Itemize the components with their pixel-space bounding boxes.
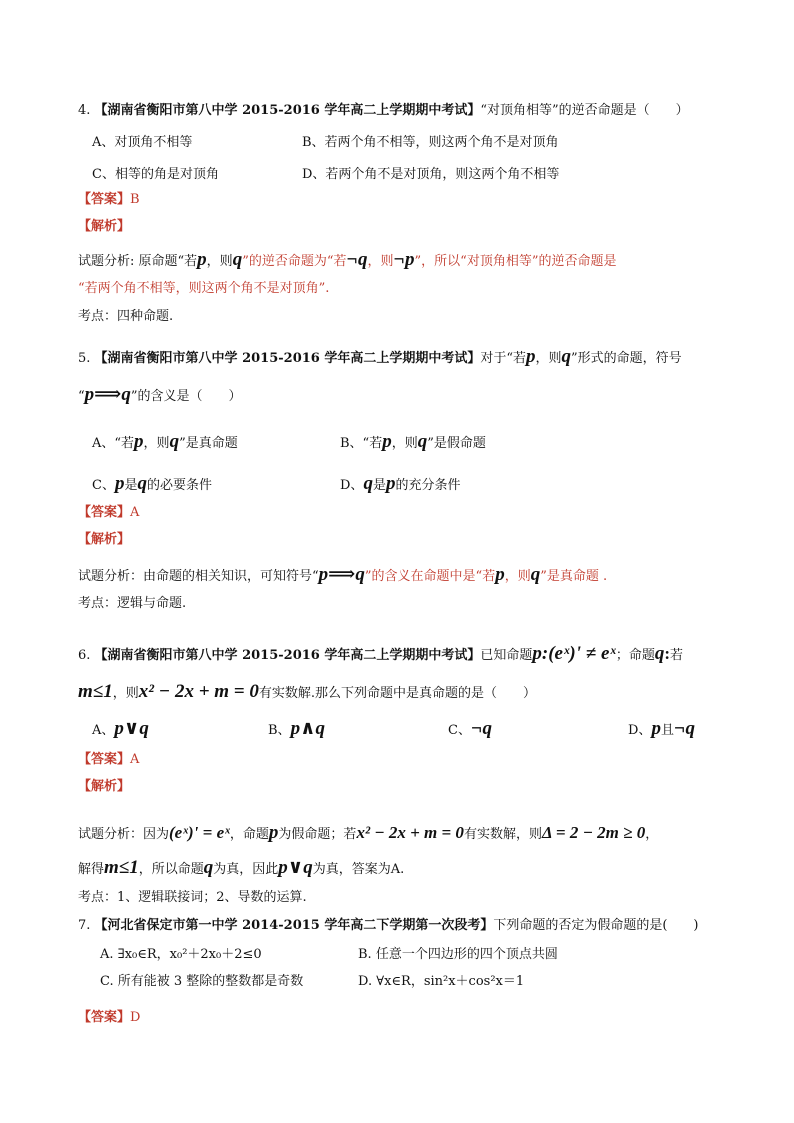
q6-analysis-label: 【解析】 [78,779,131,794]
q6-source: 【湖南省衡阳市第八中学 2015-2016 学年高二上学期期中考试】 [94,648,481,663]
q4-knowledge-point: 考点：四种命题. [78,309,174,324]
q4-option-a: A、对顶角不相等 [92,135,193,150]
q4-stem [78,101,689,121]
q4-answer: 【答案】B [78,192,140,207]
q4-question: “对顶角相等”的逆否命题是（ ） [480,103,689,118]
q5-stem: 5. 【湖南省衡阳市第八中学 2015-2016 学年高二上学期期中考试】对于“若p，则q”形式的命题，符号 [78,346,682,367]
q6-option-c: C、¬q [448,718,492,739]
q6-analysis-line2: 解得m≤1，所以命题q为真，因此p∨q为真，答案为A. [78,857,405,878]
q6-stem: 6. 【湖南省衡阳市第八中学 2015-2016 学年高二上学期期中考试】已知命题p:(eˣ)' ≠ eˣ；命题q:若 [78,643,684,664]
q6-analysis-line1: 试题分析：因为(eˣ)' = eˣ，命题p为假命题；若x² − 2x + m = 0有实数解，则Δ = 2 − 2m ≥ 0， [78,822,659,843]
q4-analysis-line2: “若两个角不相等，则这两个角不是对顶角”. [78,281,330,296]
q5-option-d: D、q是p的充分条件 [340,473,461,494]
q4-analysis-label: 【解析】 [78,219,131,234]
q6-stem-line2: m≤1，则x² − 2x + m = 0有实数解.那么下列命题中是真命题的是（ ） [78,681,537,702]
q7-option-d: D. ∀x∈R，sin²x＋cos²x＝1 [358,974,525,989]
q4-source: 【湖南省衡阳市第八中学 2015-2016 学年高二上学期期中考试】 [94,103,481,118]
q5-analysis-label: 【解析】 [78,532,131,547]
q7-stem: 7. 【河北省保定市第一中学 2014-2015 学年高二下学期第一次段考】下列命题的否定为假命题的是( ) [78,918,699,933]
q5-analysis: 试题分析：由命题的相关知识，可知符号“p⟹q”的含义在命题中是“若p，则q”是真命题 . [78,564,608,585]
q4-option-b: B、若两个角不相等，则这两个角不是对顶角 [302,135,559,150]
q5-source: 【湖南省衡阳市第八中学 2015-2016 学年高二上学期期中考试】 [94,351,481,366]
q4-option-d: D、若两个角不是对顶角，则这两个角不相等 [302,167,560,182]
q5-answer: 【答案】A [78,505,140,520]
q6-answer: 【答案】A [78,752,140,767]
q6-option-b: B、p∧q [268,718,325,739]
q7-option-b: B. 任意一个四边形的四个顶点共圆 [358,947,558,962]
q5-option-b: B、“若p，则q”是假命题 [340,431,486,452]
q4-option-c: C、相等的角是对顶角 [92,167,219,182]
q7-source: 【河北省保定市第一中学 2014-2015 学年高二下学期第一次段考】 [94,918,494,933]
q5-knowledge-point: 考点：逻辑与命题. [78,596,187,611]
q4-number: 4. [78,103,91,118]
q7-option-a: A. ∃x₀∈R，x₀²＋2x₀＋2≤0 [100,947,262,962]
q5-stem-line2: “p⟹q”的含义是（ ） [78,384,242,405]
q7-option-c: C. 所有能被 3 整除的整数都是奇数 [100,974,304,989]
q7-answer: 【答案】D [78,1010,141,1025]
q6-option-a: A、p∨q [92,718,149,739]
q4-analysis-line1: 试题分析: 原命题“若p，则q”的逆否命题为“若¬q，则¬p”，所以“对顶角相等”的逆否命题是 [78,249,617,270]
q6-option-d: D、p且¬q [628,718,695,739]
q5-option-a: A、“若p，则q”是真命题 [92,431,238,452]
q5-option-c: C、p是q的必要条件 [92,473,212,494]
q6-knowledge-point: 考点：1、逻辑联接词；2、导数的运算. [78,890,307,905]
